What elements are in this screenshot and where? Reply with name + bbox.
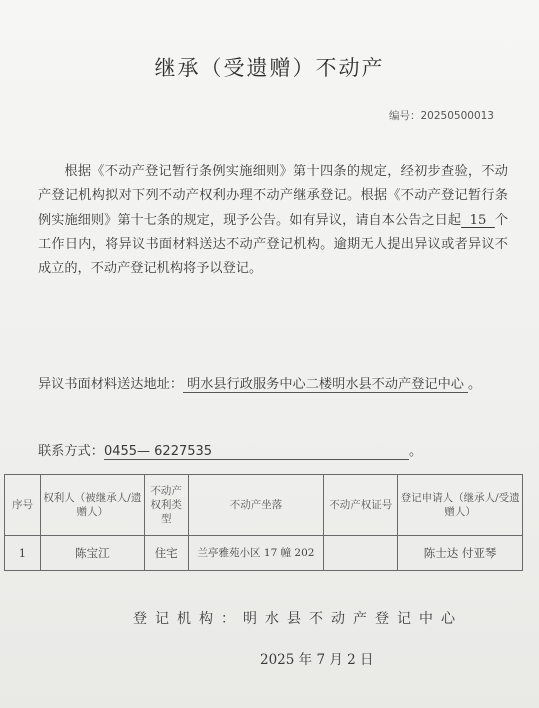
notice-title: 继承（受遗赠）不动产: [154, 56, 385, 80]
cell-applicant: 陈士达 付亚琴: [398, 536, 523, 571]
header-certificate-no: 不动产权证号: [324, 475, 398, 536]
paragraph-text-a: 根据《不动产登记暂行条例实施细则》第十四条的规定，经初步查验，不动产登记机构拟对下列不动产权利办理不动产继承登记。根据《不动产登记暂行条例实施细则》第十七条的规定，现予公告。如有异议，请自本公告之日起: [38, 164, 508, 228]
paragraph-text-b: 个工作日内，将异议书面材料送达不动产登记机构。逾期无人提出异议或者异议不成立的，不动产登记机构将予以登记。: [38, 212, 509, 277]
header-location: 不动产坐落: [188, 475, 324, 536]
contact-label: 联系方式：: [38, 444, 104, 459]
document-number: 编号：20250500013: [389, 110, 494, 122]
header-applicant: 登记申请人（继承人/受遗赠人）: [398, 475, 523, 536]
contact-end: 。: [408, 444, 423, 459]
cell-index: 1: [5, 536, 41, 571]
address-end: 。: [468, 377, 482, 392]
notice-date: 2025 年 7 月 2 日: [260, 652, 374, 668]
cell-certificate-no: [324, 536, 398, 571]
cell-location: 兰亭雅苑小区 17 幢 202: [188, 536, 324, 571]
property-table: [4, 474, 523, 571]
header-index: 序号: [5, 475, 41, 536]
address-value: 明水县行政服务中心二楼明水县不动产登记中心: [183, 377, 468, 393]
header-right-holder: 权利人（被继承人/遗赠人）: [40, 475, 144, 536]
objection-address: [38, 373, 518, 397]
table-row: [5, 536, 523, 571]
cell-right-holder: 陈宝江: [40, 536, 144, 571]
notice-body: [38, 160, 508, 281]
objection-days-value: 15: [469, 212, 487, 228]
contact-phone: 0455— 6227535: [104, 444, 409, 460]
registration-authority: 登记机构：明水县不动产登记中心: [133, 611, 463, 627]
notice-paragraph: [38, 160, 508, 281]
address-label: 异议书面材料送达地址：: [38, 377, 184, 392]
header-right-type: 不动产权利类型: [144, 475, 188, 536]
contact-info: [38, 440, 422, 460]
cell-right-type: 住宅: [144, 536, 188, 571]
table-header-row: [5, 475, 523, 536]
objection-days: [461, 213, 495, 228]
